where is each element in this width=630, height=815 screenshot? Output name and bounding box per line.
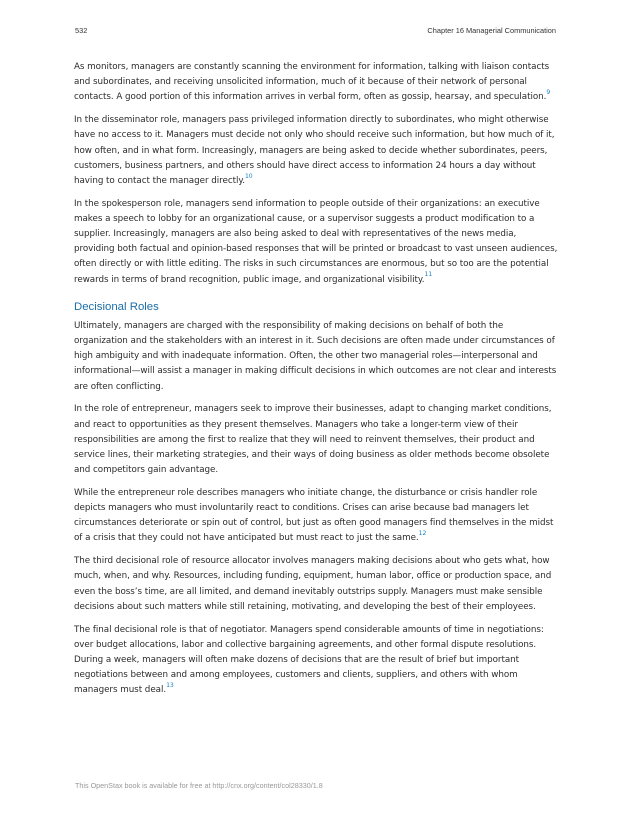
page-footer: This OpenStax book is available for free at http://cnx.org/content/col28330/1.8 [75,781,323,790]
page-number: 532 [75,26,88,35]
paragraph-text: In the spokesperson role, managers send information to people outside of their organizations: an executive makes a speech to lobby for an organizational cause, or a supervisor suggests a product modification to a supplier. Increasingly, managers are also being asked to deal with representatives of the news media, providing both factual and opinion-based responses that will be printed or broadcast to vast unseen audiences, often directly or with little editing. The risks in such circumstances are enormous, but so too are the potential rewards in terms of brand recognition, public image, and organizational visibility. [74,198,558,285]
footnote-ref-9[interactable]: 9 [546,89,551,96]
paragraph-text: The third decisional role of resource allocator involves managers making decisions about who gets what, how much, when, and why. Resources, including funding, equipment, human labor, office or production space, and even the boss’s time, are all limited, and demand inevitably outstrips supply. Managers must make sensible decisions about such matters while still retaining, motivating, and developing the best of their employees. [74,556,552,612]
paragraph-disturbance-handler [74,486,558,547]
section-heading: Decisional Roles [74,300,159,313]
paragraph-spokesperson [74,197,558,288]
page-header [75,26,556,38]
paragraph-text: Ultimately, managers are charged with the responsibility of making decisions on behalf of both the organization and the stakeholders with an interest in it. Such decisions are often made under circumstances of high ambiguity and with inadequate information. Often, the other two managerial roles—interpersonal and informational—will assist a manager in making difficult decisions in which outcomes are not clear and interests are often conflicting. [74,320,557,392]
paragraph-text: The final decisional role is that of negotiator. Managers spend considerable amounts of time in negotiations: over budget allocations, labor and collective bargaining agreements, and other formal dispute resolutions. During a week, managers will often make dozens of decisions that are the result of brief but important negotiations between and among employees, customers and clients, suppliers, and others with whom managers must deal. [74,624,544,696]
paragraph-text: In the role of entrepreneur, managers seek to improve their businesses, adapt to changing market conditions, and react to opportunities as they present themselves. Managers who take a longer-term view of their responsibilities are among the first to realize that they will need to reinvent themselves, their product and service lines, their marketing strategies, and their ways of doing business as older methods become obsolete and competitors gain advantage. [74,404,552,476]
paragraph-decisional-intro [74,319,558,395]
paragraph-text: In the disseminator role, managers pass privileged information directly to subordinates, who might otherwise have no access to it. Managers must decide not only who should receive such information, but how much of it, how often, and in what form. Increasingly, managers are being asked to decide whether subordinates, peers, customers, business partners, and others should have direct access to information 24 hours a day without having to contact the manager directly. [74,115,555,186]
page-body [74,60,558,706]
footnote-ref-10[interactable]: 10 [244,172,253,180]
footnote-ref-11[interactable]: 11 [424,271,433,279]
paragraph-monitor [74,60,558,106]
paragraph-entrepreneur [74,402,558,478]
paragraph-text: As monitors, managers are constantly scanning the environment for information, talking with liaison contacts and subordinates, and receiving unsolicited information, much of it because of their network of personal contacts. A good portion of this information arrives in verbal form, often as gossip, hearsay, and speculation. [74,62,550,103]
chapter-title: Chapter 16 Managerial Communication [427,26,556,35]
footnote-ref-12[interactable]: 12 [418,530,427,538]
paragraph-resource-allocator [74,554,558,615]
footnote-ref-13[interactable]: 13 [166,681,174,689]
paragraph-text: While the entrepreneur role describes managers who initiate change, the disturbance or crisis handler role depicts managers who must involuntarily react to conditions. Crises can arise because bad managers let circumstances deteriorate or spin out of control, but just as often good managers find themselves in the midst of a crisis that they could not have anticipated but must react to just the same. [74,487,554,544]
paragraph-negotiator [74,623,558,699]
paragraph-disseminator [74,113,558,189]
